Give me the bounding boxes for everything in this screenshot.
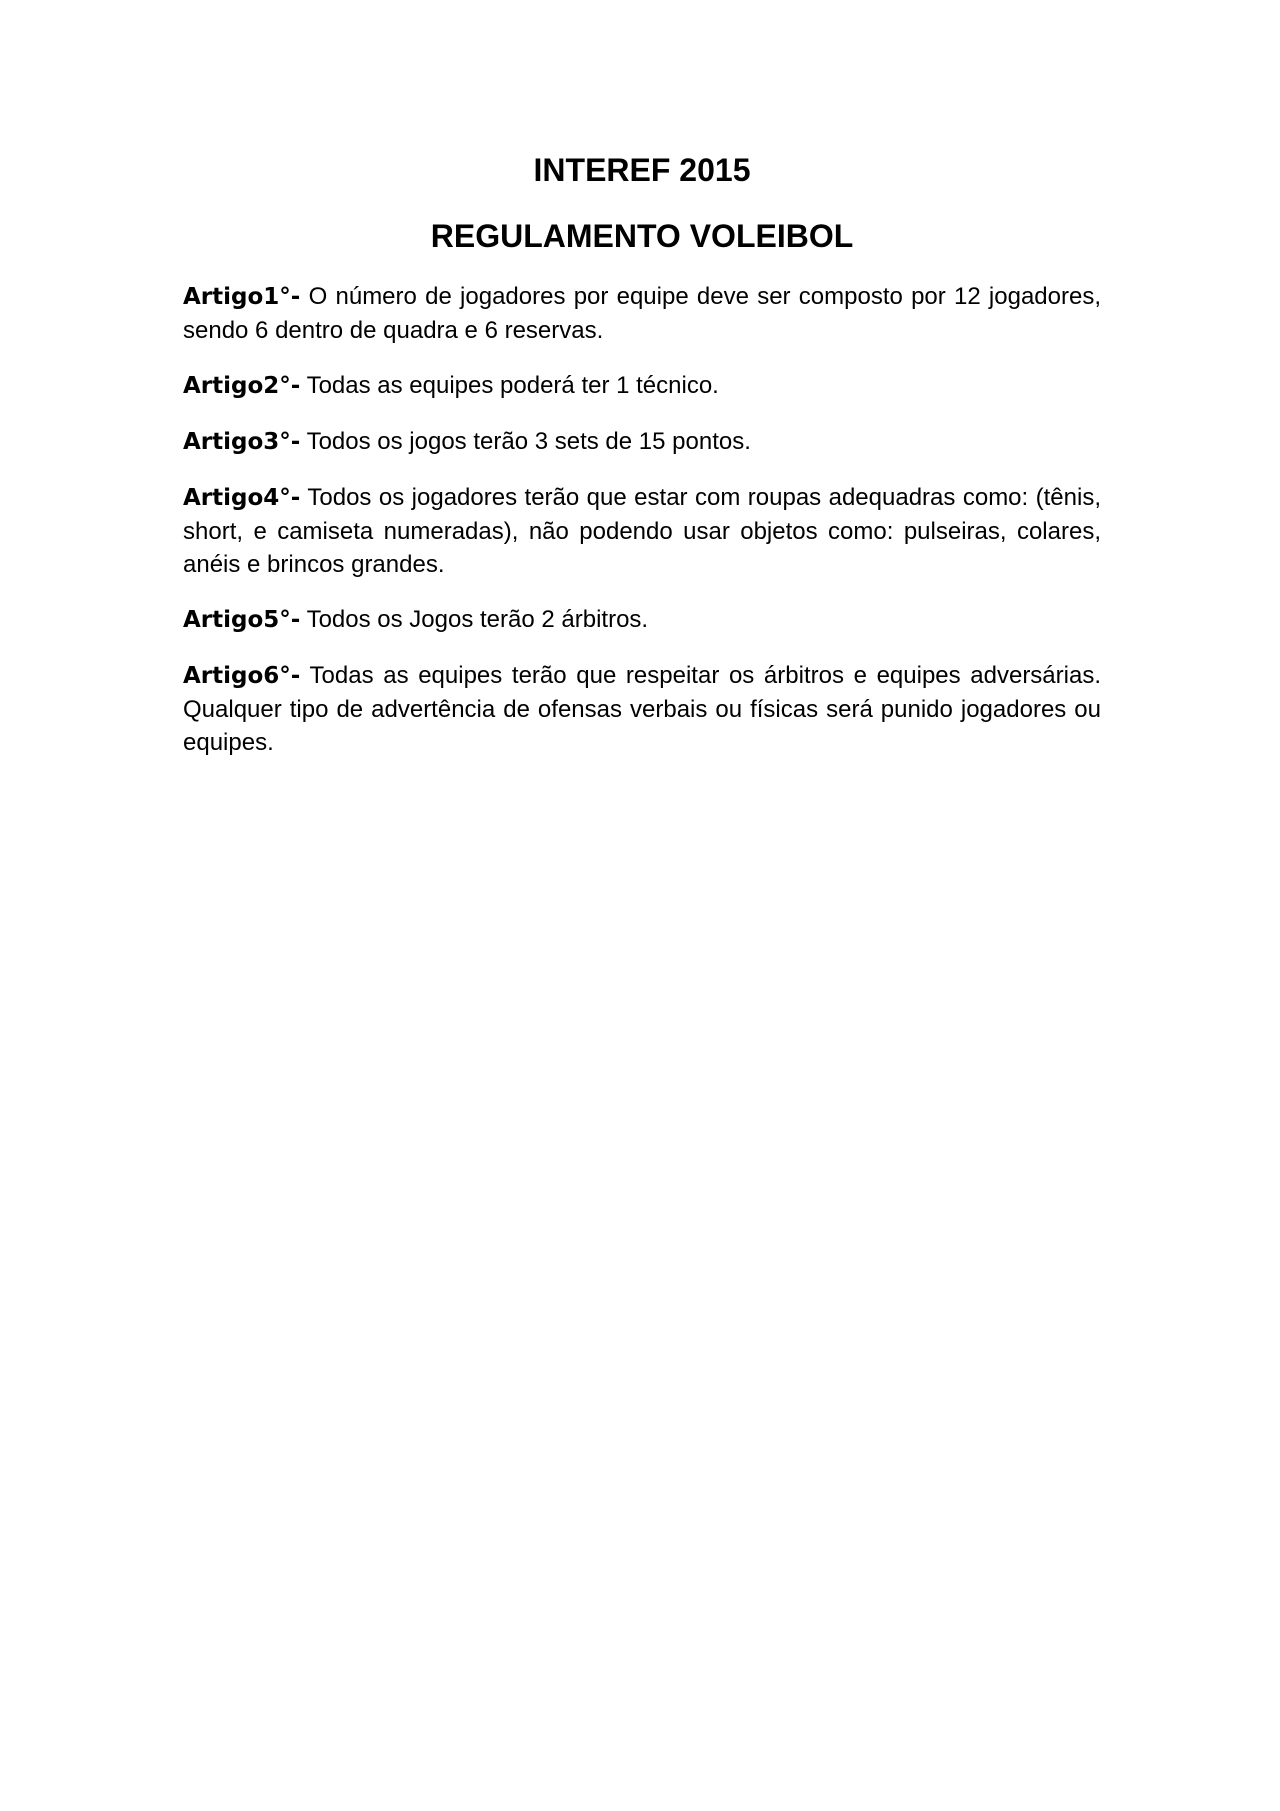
document-content	[183, 148, 1101, 781]
article-3	[183, 425, 1101, 459]
article-label: Artigo3°-	[183, 429, 301, 455]
article-label: Artigo2°-	[183, 373, 301, 399]
article-text: Todas as equipes poderá ter 1 técnico.	[306, 372, 719, 399]
article-label: Artigo1°-	[183, 284, 301, 310]
document-title: INTEREF 2015	[533, 152, 751, 188]
article-label: Artigo6°-	[183, 663, 301, 689]
article-6	[183, 659, 1101, 759]
article-label: Artigo5°-	[183, 607, 301, 633]
articles-list	[183, 280, 1101, 759]
document-subtitle: REGULAMENTO VOLEIBOL	[430, 218, 854, 254]
article-text: Todos os jogos terão 3 sets de 15 pontos.	[306, 428, 751, 455]
article-2	[183, 369, 1101, 403]
article-text: Todos os Jogos terão 2 árbitros.	[306, 606, 649, 633]
article-5	[183, 603, 1101, 637]
article-text: Todas as equipes terão que respeitar os árbitros e equipes adversárias. Qualquer tipo de advertência de ofensas verbais ou físicas será punido jogadores ou equipes.	[183, 662, 1101, 756]
article-1	[183, 280, 1101, 347]
article-text: Todos os jogadores terão que estar com roupas adequadras como: (tênis, short, e camiseta numeradas), não podendo usar objetos como: pulseiras, colares, anéis e brincos grandes.	[183, 484, 1102, 578]
article-label: Artigo4°-	[183, 485, 301, 511]
article-4	[183, 481, 1101, 581]
article-text: O número de jogadores por equipe deve ser composto por 12 jogadores, sendo 6 dentro de quadra e 6 reservas.	[183, 283, 1102, 344]
